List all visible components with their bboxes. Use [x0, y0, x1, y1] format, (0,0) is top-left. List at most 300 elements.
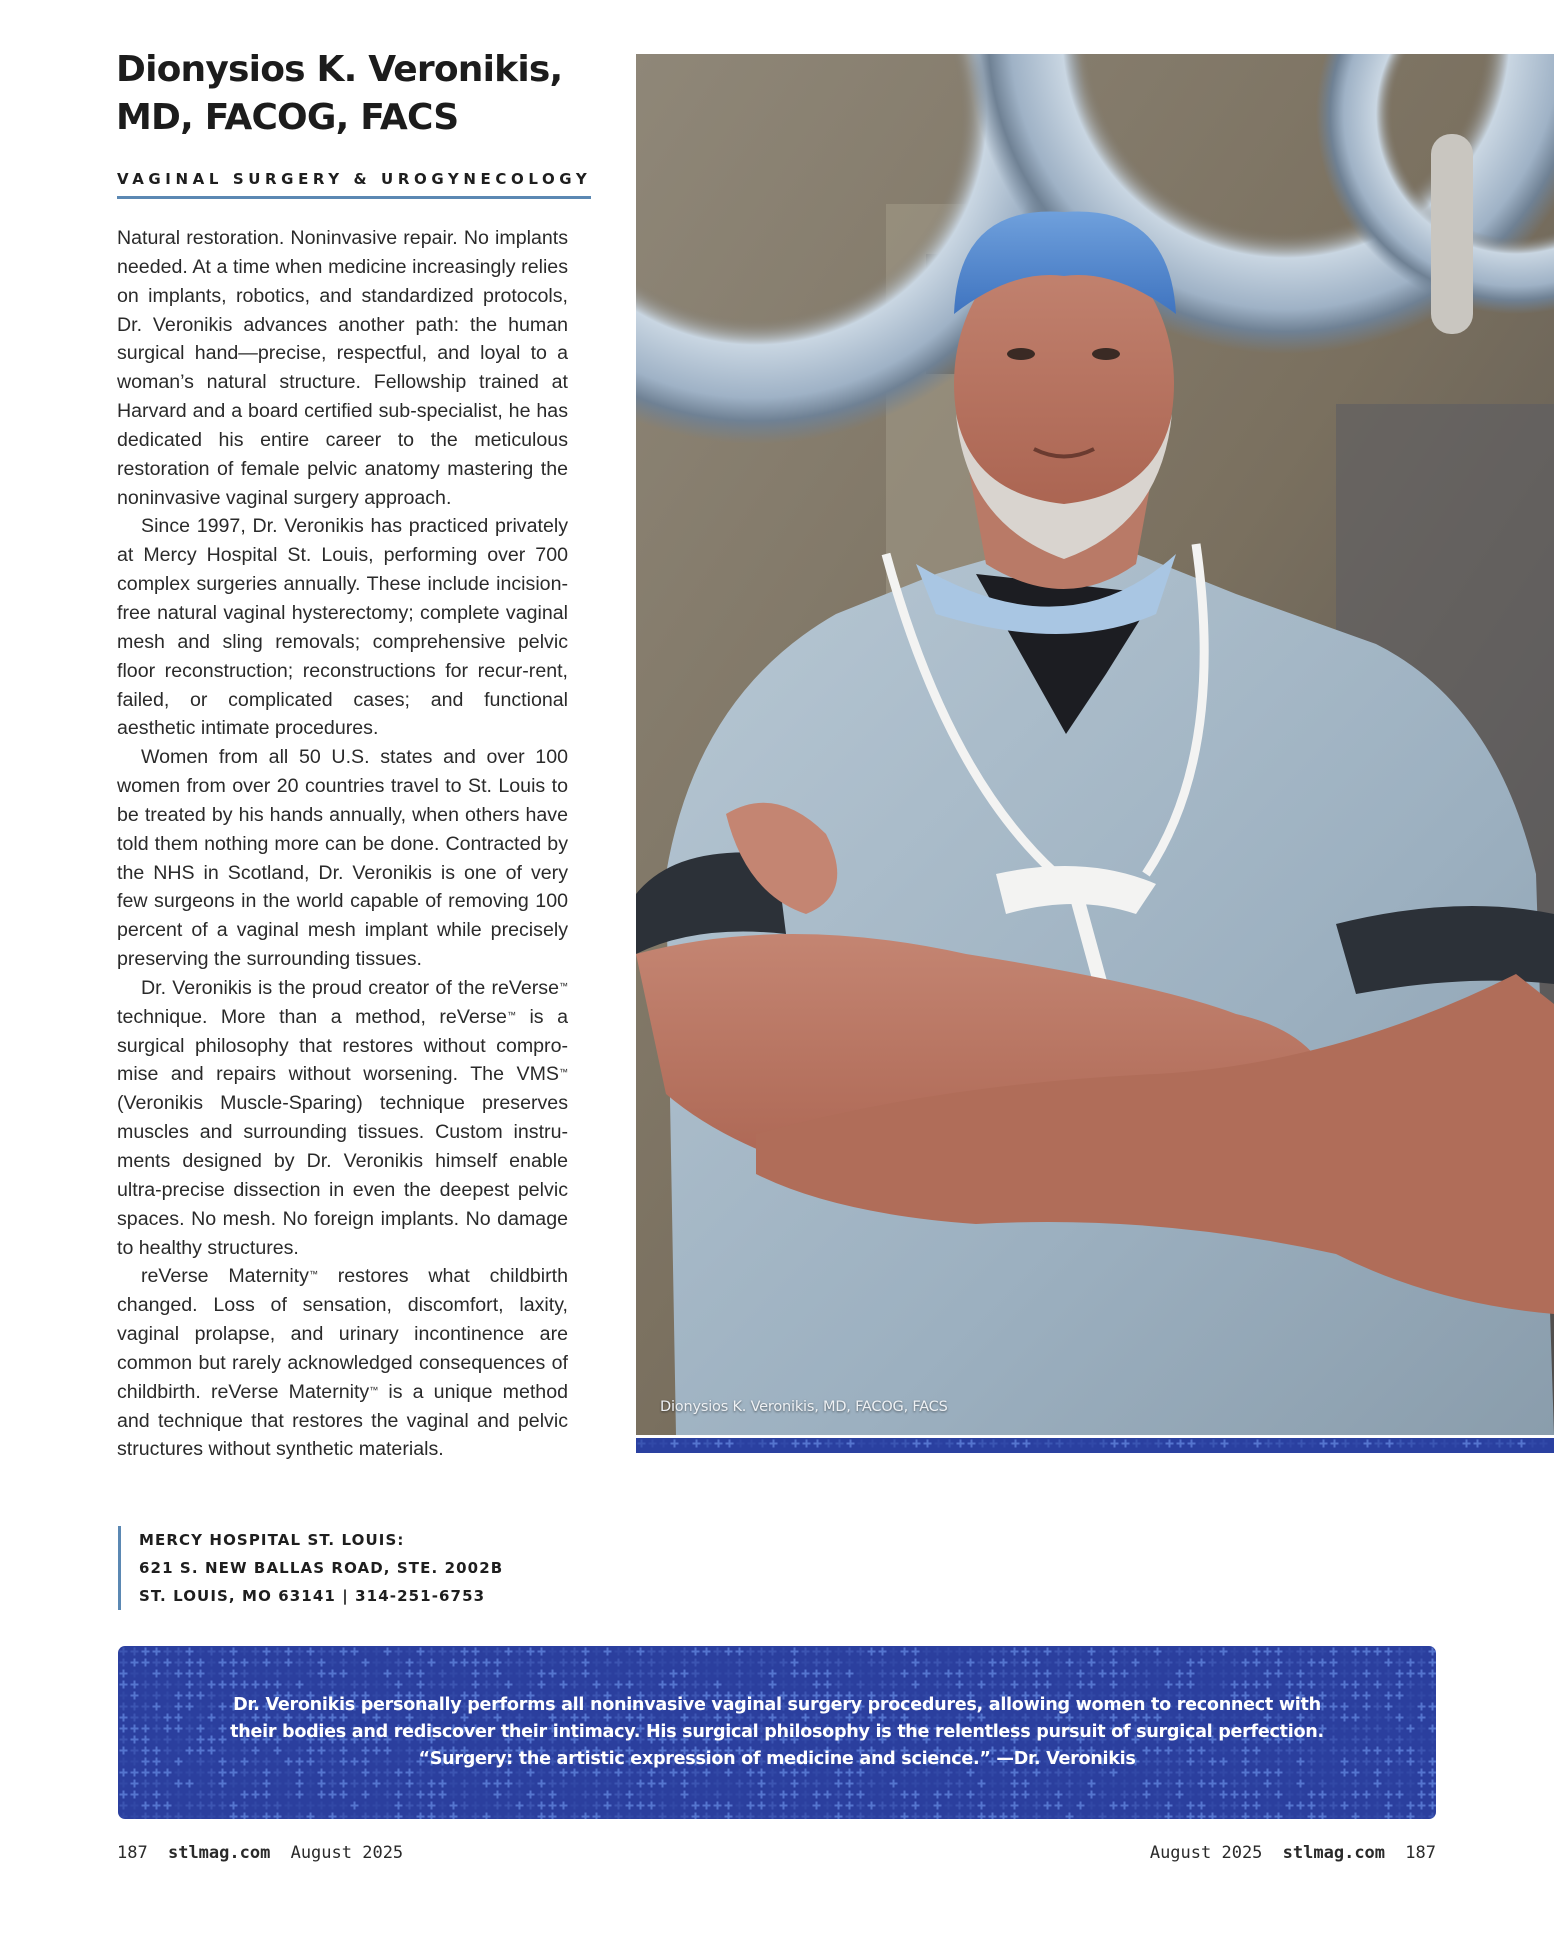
plus-mark	[1352, 1791, 1360, 1799]
plus-mark	[417, 1791, 425, 1799]
plus-mark	[219, 1802, 227, 1810]
plus-mark	[1319, 1791, 1327, 1799]
plus-mark	[726, 1440, 734, 1448]
plus-mark	[175, 1802, 183, 1810]
plus-mark	[1330, 1780, 1338, 1788]
plus-mark	[945, 1813, 953, 1820]
plus-mark	[428, 1681, 436, 1689]
plus-mark	[978, 1670, 986, 1678]
plus-mark	[527, 1802, 535, 1810]
plus-mark	[593, 1681, 601, 1689]
plus-mark	[1319, 1813, 1327, 1820]
plus-mark	[659, 1681, 667, 1689]
plus-mark	[549, 1813, 557, 1820]
plus-mark	[1044, 1659, 1052, 1667]
plus-mark	[296, 1681, 304, 1689]
plus-mark	[857, 1791, 865, 1799]
plus-mark	[802, 1802, 810, 1810]
plus-mark	[208, 1648, 216, 1656]
plus-mark	[791, 1681, 799, 1689]
plus-mark	[1187, 1813, 1195, 1820]
plus-mark	[439, 1813, 447, 1820]
plus-mark	[186, 1659, 194, 1667]
plus-mark	[967, 1780, 975, 1788]
plus-mark	[1122, 1440, 1130, 1448]
plus-mark	[1264, 1780, 1272, 1788]
plus-mark	[582, 1659, 590, 1667]
plus-mark	[1187, 1802, 1195, 1810]
plus-mark	[318, 1780, 326, 1788]
plus-mark	[747, 1648, 755, 1656]
paragraph-4-part-c: is a surgical philosophy that restores without compro-mise and repairs without worsening. The VMS	[117, 1005, 568, 1086]
plus-mark	[770, 1440, 778, 1448]
plus-mark	[549, 1681, 557, 1689]
plus-mark	[1474, 1440, 1482, 1448]
plus-mark	[428, 1659, 436, 1667]
plus-mark	[803, 1440, 811, 1448]
plus-mark	[1242, 1791, 1250, 1799]
plus-mark	[395, 1813, 403, 1820]
plus-mark	[1297, 1802, 1305, 1810]
plus-mark	[1396, 1681, 1404, 1689]
plus-mark	[197, 1648, 205, 1656]
plus-mark	[1089, 1440, 1097, 1448]
title-line-1: Dionysios K. Veronikis,	[116, 49, 563, 90]
plus-mark	[1055, 1659, 1063, 1667]
plus-mark	[230, 1681, 238, 1689]
plus-mark	[1198, 1791, 1206, 1799]
plus-mark	[153, 1802, 161, 1810]
plus-mark	[461, 1681, 469, 1689]
plus-mark	[626, 1659, 634, 1667]
plus-mark	[274, 1670, 282, 1678]
plus-mark	[1286, 1802, 1294, 1810]
plus-mark	[340, 1780, 348, 1788]
plus-mark	[1286, 1813, 1294, 1820]
address-hospital: MERCY HOSPITAL ST. LOUIS:	[139, 1531, 405, 1549]
plus-mark	[450, 1791, 458, 1799]
plus-mark	[791, 1648, 799, 1656]
plus-mark	[670, 1813, 678, 1820]
plus-mark	[659, 1802, 667, 1810]
plus-mark	[1407, 1670, 1415, 1678]
plus-mark	[824, 1659, 832, 1667]
plus-mark	[1176, 1681, 1184, 1689]
trademark-symbol: ™	[308, 1269, 318, 1280]
plus-mark	[1176, 1659, 1184, 1667]
plus-mark	[1385, 1780, 1393, 1788]
plus-mark	[626, 1681, 634, 1689]
plus-mark	[1209, 1648, 1217, 1656]
plus-mark	[1429, 1813, 1437, 1820]
plus-mark	[1385, 1813, 1393, 1820]
site-name: stlmag.com	[1282, 1843, 1386, 1863]
plus-mark	[483, 1670, 491, 1678]
plus-mark	[1485, 1440, 1493, 1448]
plus-mark	[373, 1659, 381, 1667]
plus-mark	[802, 1670, 810, 1678]
plus-mark	[637, 1780, 645, 1788]
plus-mark	[483, 1813, 491, 1820]
plus-mark	[1022, 1681, 1030, 1689]
plus-mark	[318, 1791, 326, 1799]
article-title	[116, 46, 616, 142]
plus-mark	[1209, 1791, 1217, 1799]
plus-mark	[1429, 1670, 1437, 1678]
plus-mark	[1011, 1791, 1019, 1799]
plus-mark	[780, 1670, 788, 1678]
plus-mark	[1176, 1780, 1184, 1788]
plus-mark	[648, 1681, 656, 1689]
plus-mark	[604, 1813, 612, 1820]
plus-mark	[1352, 1813, 1360, 1820]
plus-mark	[252, 1813, 260, 1820]
plus-mark	[1286, 1670, 1294, 1678]
plus-mark	[263, 1681, 271, 1689]
plus-mark	[626, 1813, 634, 1820]
plus-mark	[384, 1659, 392, 1667]
plus-mark	[131, 1813, 139, 1820]
plus-mark	[967, 1648, 975, 1656]
plus-mark	[186, 1670, 194, 1678]
plus-mark	[219, 1659, 227, 1667]
plus-mark	[989, 1648, 997, 1656]
plus-mark	[516, 1813, 524, 1820]
plus-mark	[1110, 1670, 1118, 1678]
plus-mark	[1385, 1659, 1393, 1667]
plus-mark	[1132, 1780, 1140, 1788]
plus-mark	[989, 1681, 997, 1689]
plus-mark	[263, 1659, 271, 1667]
plus-mark	[560, 1813, 568, 1820]
plus-mark	[329, 1813, 337, 1820]
photo-caption: Dionysios K. Veronikis, MD, FACOG, FACS	[660, 1399, 948, 1415]
plus-mark	[1396, 1659, 1404, 1667]
plus-mark	[197, 1791, 205, 1799]
plus-mark	[1286, 1780, 1294, 1788]
plus-mark	[1430, 1440, 1438, 1448]
plus-mark	[934, 1791, 942, 1799]
plus-mark	[1198, 1659, 1206, 1667]
plus-mark	[769, 1681, 777, 1689]
plus-mark	[362, 1791, 370, 1799]
plus-mark	[318, 1802, 326, 1810]
plus-mark	[351, 1659, 359, 1667]
plus-mark	[1275, 1648, 1283, 1656]
plus-mark	[274, 1648, 282, 1656]
plus-mark	[329, 1791, 337, 1799]
plus-mark	[956, 1791, 964, 1799]
plus-mark	[1077, 1681, 1085, 1689]
plus-mark	[891, 1440, 899, 1448]
plus-mark	[472, 1659, 480, 1667]
plus-mark	[1275, 1813, 1283, 1820]
paragraph-2: Since 1997, Dr. Veronikis has practiced privately at Mercy Hospital St. Louis, performing over 700 complex surgeries annually. These include incision-free natural vaginal hysterectomy; complete vaginal mesh and sling removals; comprehensive pelvic floor reconstruction; reconstructions for recur-rent, failed, or complicated cases; and functional aesthetic intimate procedures.	[117, 515, 568, 740]
plus-mark	[714, 1791, 722, 1799]
plus-mark	[483, 1780, 491, 1788]
plus-mark	[813, 1802, 821, 1810]
plus-mark	[791, 1780, 799, 1788]
plus-mark	[649, 1440, 657, 1448]
plus-mark	[737, 1440, 745, 1448]
plus-mark	[725, 1681, 733, 1689]
plus-mark	[879, 1802, 887, 1810]
plus-mark	[527, 1813, 535, 1820]
plus-mark	[1055, 1791, 1063, 1799]
plus-mark	[285, 1780, 293, 1788]
plus-mark	[681, 1813, 689, 1820]
plus-mark	[1407, 1791, 1415, 1799]
plus-mark	[538, 1659, 546, 1667]
plus-mark	[1429, 1780, 1437, 1788]
plus-mark	[1220, 1813, 1228, 1820]
plus-mark	[902, 1440, 910, 1448]
plus-mark	[142, 1681, 150, 1689]
plus-mark	[1022, 1659, 1030, 1667]
plus-mark	[505, 1670, 513, 1678]
plus-mark	[296, 1670, 304, 1678]
plus-mark	[692, 1681, 700, 1689]
plus-mark	[1418, 1659, 1426, 1667]
plus-mark	[835, 1659, 843, 1667]
plus-mark	[989, 1802, 997, 1810]
plus-mark	[153, 1780, 161, 1788]
plus-mark	[1297, 1813, 1305, 1820]
plus-mark	[824, 1681, 832, 1689]
plus-mark	[1099, 1681, 1107, 1689]
plus-mark	[1000, 1659, 1008, 1667]
plus-mark	[472, 1780, 480, 1788]
plus-mark	[758, 1780, 766, 1788]
plus-mark	[1132, 1681, 1140, 1689]
plus-mark	[781, 1440, 789, 1448]
plus-mark	[252, 1648, 260, 1656]
plus-mark	[560, 1659, 568, 1667]
plus-mark	[835, 1780, 843, 1788]
plus-mark	[450, 1659, 458, 1667]
trademark-symbol: ™	[369, 1384, 379, 1395]
plus-mark	[1242, 1659, 1250, 1667]
plus-mark	[1374, 1659, 1382, 1667]
plus-mark	[538, 1670, 546, 1678]
plus-mark	[329, 1681, 337, 1689]
plus-mark	[307, 1791, 315, 1799]
plus-mark	[857, 1670, 865, 1678]
plus-mark	[901, 1780, 909, 1788]
plus-mark	[725, 1791, 733, 1799]
plus-mark	[428, 1791, 436, 1799]
plus-mark	[890, 1648, 898, 1656]
plus-mark	[1374, 1681, 1382, 1689]
plus-mark	[736, 1802, 744, 1810]
plus-mark	[813, 1813, 821, 1820]
plus-mark	[1099, 1802, 1107, 1810]
plus-mark	[758, 1670, 766, 1678]
plus-mark	[758, 1659, 766, 1667]
plus-mark	[637, 1670, 645, 1678]
plus-mark	[1264, 1648, 1272, 1656]
plus-mark	[395, 1670, 403, 1678]
plus-mark	[340, 1681, 348, 1689]
plus-mark	[1297, 1670, 1305, 1678]
plus-mark	[208, 1802, 216, 1810]
plus-mark	[131, 1670, 139, 1678]
plus-mark	[1253, 1670, 1261, 1678]
plus-mark	[1077, 1670, 1085, 1678]
plus-mark	[934, 1659, 942, 1667]
plus-mark	[1044, 1802, 1052, 1810]
plus-mark	[659, 1791, 667, 1799]
plus-mark	[571, 1813, 579, 1820]
plus-mark	[890, 1681, 898, 1689]
plus-mark	[1231, 1648, 1239, 1656]
plus-mark	[835, 1813, 843, 1820]
plus-mark	[1165, 1648, 1173, 1656]
plus-mark	[1264, 1802, 1272, 1810]
plus-mark	[417, 1670, 425, 1678]
plus-mark	[1176, 1791, 1184, 1799]
plus-mark	[769, 1802, 777, 1810]
plus-mark	[153, 1648, 161, 1656]
plus-mark	[142, 1780, 150, 1788]
plus-mark	[1132, 1670, 1140, 1678]
plus-mark	[725, 1648, 733, 1656]
plus-mark	[868, 1791, 876, 1799]
plus-mark	[1308, 1791, 1316, 1799]
plus-mark	[692, 1648, 700, 1656]
plus-mark	[1264, 1813, 1272, 1820]
plus-mark	[1165, 1813, 1173, 1820]
plus-mark	[967, 1659, 975, 1667]
site-name: stlmag.com	[167, 1843, 271, 1863]
plus-mark	[1055, 1780, 1063, 1788]
plus-mark	[615, 1670, 623, 1678]
plus-mark	[1319, 1802, 1327, 1810]
plus-mark	[1397, 1440, 1405, 1448]
plus-mark	[1088, 1780, 1096, 1788]
plus-mark	[472, 1670, 480, 1678]
plus-mark	[703, 1802, 711, 1810]
plus-mark	[263, 1791, 271, 1799]
plus-mark	[285, 1670, 293, 1678]
plus-mark	[868, 1802, 876, 1810]
plus-mark	[1363, 1648, 1371, 1656]
plus-mark	[1209, 1659, 1217, 1667]
plus-mark	[1143, 1670, 1151, 1678]
paragraph-1: Natural restoration. Noninvasive repair. No implants needed. At a time when medicine increasingly relies on implants, robotics, and standardized protocols, Dr. Veronikis advances another path: the human surgical hand—precise, respectful, and loyal to a woman’s natural structure. Fellowship trained at Harvard and a board certified sub-specialist, he has dedicated his entire career to the meticulous restoration of female pelvic anatomy mastering the noninvasive vaginal surgery approach.	[117, 227, 568, 509]
plus-mark	[1154, 1791, 1162, 1799]
plus-mark	[693, 1440, 701, 1448]
plus-mark	[681, 1659, 689, 1667]
plus-mark	[329, 1648, 337, 1656]
plus-mark	[1363, 1670, 1371, 1678]
plus-mark	[1121, 1802, 1129, 1810]
paragraph-3: Women from all 50 U.S. states and over 100 women from over 20 countries travel to St. Louis to be treated by his hands annually, when others have told them nothing more can be done. Contracted by the NHS in Scotland, Dr. Veronikis is one of very few surgeons in the world capable of removing 100 percent of a vaginal mesh implant while precisely preserving the surrounding tissues.	[117, 746, 568, 971]
plus-mark	[703, 1791, 711, 1799]
plus-mark	[439, 1648, 447, 1656]
plus-mark	[241, 1780, 249, 1788]
plus-mark	[395, 1681, 403, 1689]
plus-mark	[1330, 1681, 1338, 1689]
plus-mark	[802, 1681, 810, 1689]
plus-mark	[1408, 1440, 1416, 1448]
plus-mark	[648, 1780, 656, 1788]
plus-mark	[527, 1791, 535, 1799]
plus-mark	[1209, 1813, 1217, 1820]
plus-mark	[1308, 1780, 1316, 1788]
plus-mark	[1231, 1780, 1239, 1788]
plus-mark	[978, 1780, 986, 1788]
plus-mark	[1385, 1802, 1393, 1810]
plus-mark	[935, 1440, 943, 1448]
plus-mark	[626, 1791, 634, 1799]
plus-mark	[296, 1659, 304, 1667]
plus-mark	[1099, 1648, 1107, 1656]
plus-mark	[1374, 1802, 1382, 1810]
plus-mark	[1110, 1681, 1118, 1689]
plus-mark	[1308, 1648, 1316, 1656]
plus-mark	[230, 1648, 238, 1656]
plus-mark	[1121, 1791, 1129, 1799]
plus-mark	[1275, 1659, 1283, 1667]
plus-mark	[901, 1659, 909, 1667]
plus-mark	[989, 1659, 997, 1667]
plus-mark	[692, 1659, 700, 1667]
plus-mark	[351, 1681, 359, 1689]
plus-mark	[1352, 1670, 1360, 1678]
plus-mark	[725, 1802, 733, 1810]
plus-mark	[186, 1681, 194, 1689]
plus-mark	[802, 1780, 810, 1788]
plus-mark	[395, 1802, 403, 1810]
plus-mark	[1319, 1681, 1327, 1689]
plus-mark	[1529, 1440, 1537, 1448]
plus-mark	[659, 1813, 667, 1820]
plus-mark	[967, 1791, 975, 1799]
plus-mark	[263, 1802, 271, 1810]
plus-mark	[923, 1802, 931, 1810]
plus-mark	[681, 1802, 689, 1810]
plus-mark	[417, 1659, 425, 1667]
plus-mark	[879, 1670, 887, 1678]
plus-mark	[1176, 1670, 1184, 1678]
plus-mark	[857, 1802, 865, 1810]
plus-mark	[1319, 1659, 1327, 1667]
plus-mark	[780, 1791, 788, 1799]
plus-mark	[450, 1780, 458, 1788]
plus-mark	[1022, 1802, 1030, 1810]
plus-mark	[153, 1659, 161, 1667]
plus-mark	[1198, 1780, 1206, 1788]
plus-mark	[1297, 1681, 1305, 1689]
plus-mark	[1297, 1659, 1305, 1667]
plus-mark	[813, 1648, 821, 1656]
plus-mark	[847, 1440, 855, 1448]
plus-mark	[1418, 1791, 1426, 1799]
plus-mark	[681, 1670, 689, 1678]
plus-mark	[1429, 1802, 1437, 1810]
plus-mark	[164, 1648, 172, 1656]
plus-mark	[351, 1670, 359, 1678]
plus-mark	[945, 1659, 953, 1667]
plus-mark	[263, 1780, 271, 1788]
plus-mark	[1286, 1681, 1294, 1689]
plus-mark	[560, 1791, 568, 1799]
plus-mark	[384, 1648, 392, 1656]
plus-mark	[1341, 1648, 1349, 1656]
plus-mark	[604, 1659, 612, 1667]
pull-quote-line-3: “Surgery: the artistic expression of medicine and science.” —Dr. Veronikis	[418, 1749, 1136, 1769]
